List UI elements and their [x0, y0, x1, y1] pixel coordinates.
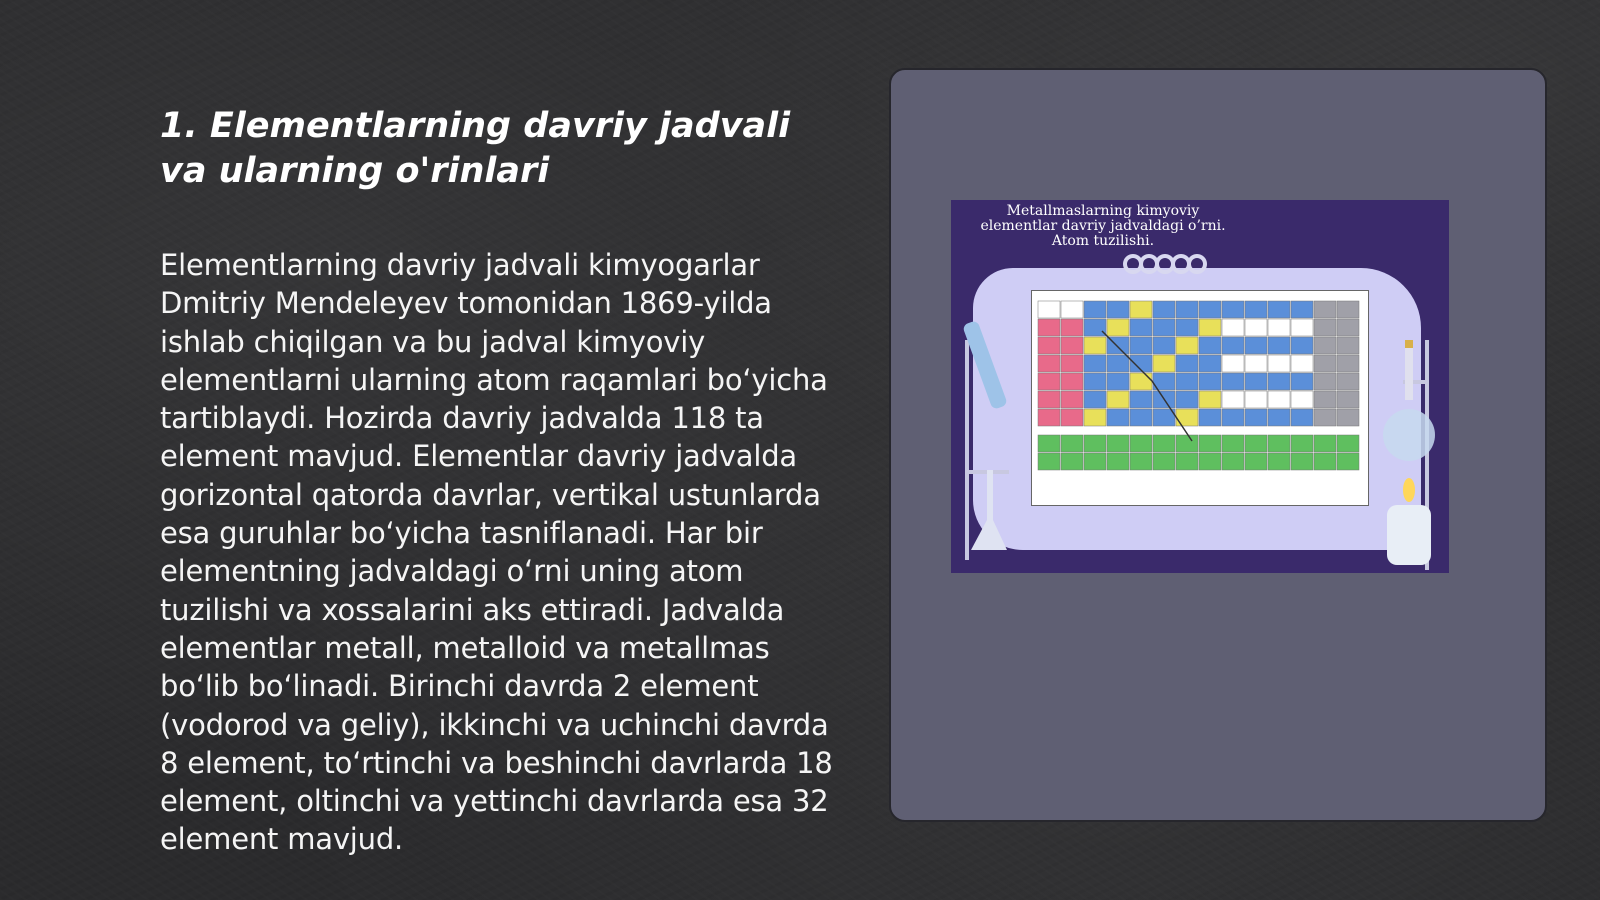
table-cell: [1084, 391, 1106, 408]
table-cell: [1130, 301, 1152, 318]
table-cell: [1199, 319, 1221, 336]
table-cell: [1130, 409, 1152, 426]
table-cell: [1061, 391, 1083, 408]
table-cell: [1107, 319, 1129, 336]
table-cell: [1061, 373, 1083, 390]
table-cell: [1038, 337, 1060, 354]
table-cell: [1222, 453, 1244, 470]
table-cell: [1291, 355, 1313, 372]
table-cell: [1245, 435, 1267, 452]
table-cell: [1130, 435, 1152, 452]
table-cell: [1038, 373, 1060, 390]
table-cell: [1061, 409, 1083, 426]
coil-tube-icon: [1123, 254, 1203, 278]
table-cell: [1268, 391, 1290, 408]
table-cell: [1245, 453, 1267, 470]
figure-caption: [953, 204, 1253, 249]
table-cell: [1245, 301, 1267, 318]
table-cell: [1291, 391, 1313, 408]
table-cell: [1084, 355, 1106, 372]
table-cell: [1107, 355, 1129, 372]
table-cell: [1222, 409, 1244, 426]
table-cell: [1038, 391, 1060, 408]
table-cell: [1153, 301, 1175, 318]
table-cell: [1291, 409, 1313, 426]
table-cell: [1038, 409, 1060, 426]
table-cell: [1038, 319, 1060, 336]
table-cell: [1176, 391, 1198, 408]
table-cell: [1084, 301, 1106, 318]
table-cell: [1314, 355, 1336, 372]
table-cell: [1268, 453, 1290, 470]
table-cell: [1176, 355, 1198, 372]
table-cell: [1176, 337, 1198, 354]
table-cell: [1038, 355, 1060, 372]
table-cell: [1222, 301, 1244, 318]
table-cell: [1038, 301, 1060, 318]
table-cell: [1153, 337, 1175, 354]
slide-title: 1. Elementlarning davriy jadvali va ularning o'rinlari: [160, 106, 791, 191]
table-cell: [1199, 355, 1221, 372]
table-cell: [1199, 435, 1221, 452]
table-cell: [1130, 319, 1152, 336]
table-cell: [1061, 337, 1083, 354]
table-cell: [1268, 301, 1290, 318]
table-cell: [1268, 355, 1290, 372]
table-cell: [1107, 435, 1129, 452]
table-cell: [1084, 373, 1106, 390]
table-cell: [1084, 337, 1106, 354]
table-cell: [1268, 319, 1290, 336]
table-cell: [1337, 337, 1359, 354]
table-cell: [1084, 409, 1106, 426]
table-cell: [1245, 373, 1267, 390]
table-cell: [1107, 453, 1129, 470]
table-cell: [1314, 391, 1336, 408]
table-cell: [1199, 409, 1221, 426]
table-cell: [1245, 409, 1267, 426]
table-cell: [1176, 435, 1198, 452]
table-cell: [1268, 409, 1290, 426]
table-cell: [1245, 355, 1267, 372]
table-cell: [1314, 301, 1336, 318]
table-cell: [1222, 319, 1244, 336]
table-cell: [1153, 435, 1175, 452]
table-cell: [1291, 453, 1313, 470]
table-cell: [1153, 453, 1175, 470]
table-cell: [1291, 435, 1313, 452]
table-cell: [1268, 435, 1290, 452]
table-cell: [1153, 319, 1175, 336]
periodic-table-illustration: [951, 200, 1449, 573]
table-cell: [1107, 373, 1129, 390]
table-cell: [1084, 435, 1106, 452]
figure-caption-line: Atom tuzilishi.: [1051, 233, 1155, 249]
periodic-table-graphic: [1031, 290, 1369, 506]
table-cell: [1222, 355, 1244, 372]
table-cell: [1107, 301, 1129, 318]
table-cell: [1337, 301, 1359, 318]
table-cell: [1130, 373, 1152, 390]
table-cell: [1153, 355, 1175, 372]
table-cell: [1222, 373, 1244, 390]
table-cell: [1245, 391, 1267, 408]
table-cell: [1061, 435, 1083, 452]
flask-burner-icon: [1373, 340, 1443, 570]
table-cell: [1245, 319, 1267, 336]
table-cell: [1337, 391, 1359, 408]
table-cell: [1199, 373, 1221, 390]
table-cell: [1337, 355, 1359, 372]
figure-caption-line: elementlar davriy jadvaldagi o’rni.: [980, 218, 1226, 234]
table-cell: [1337, 319, 1359, 336]
table-cell: [1176, 319, 1198, 336]
table-cell: [1245, 337, 1267, 354]
table-cell: [1038, 435, 1060, 452]
table-cell: [1268, 337, 1290, 354]
table-cell: [1061, 453, 1083, 470]
table-cell: [1291, 373, 1313, 390]
table-cell: [1291, 337, 1313, 354]
table-cell: [1176, 373, 1198, 390]
table-cell: [1291, 301, 1313, 318]
table-cell: [1314, 319, 1336, 336]
table-cell: [1222, 391, 1244, 408]
table-cell: [1084, 453, 1106, 470]
table-cell: [1038, 453, 1060, 470]
table-cell: [1199, 391, 1221, 408]
table-cell: [1107, 391, 1129, 408]
slide-body-text: Elementlarning davriy jadvali kimyogarlar Dmitriy Mendeleyev tomonidan 1869-yilda ishlab chiqilgan va bu jadval kimyoviy elementlarni ularning atom raqamlari bo‘yicha tartiblaydi. Hozirda davriy jadvalda 118 ta element mavjud. Elementlar davriy jadvalda gorizontal qatorda davrlar, vertikal ustunlarda esa guruhlar bo‘yicha tasniflanadi. Har bir elementning jadvaldagi o‘rni uning atom tuzilishi va xossalarini aks ettiradi. Jadvalda elementlar metall, metalloid va metallmas bo‘lib bo‘linadi. Birinchi davrda 2 element (vodorod va geliy), ikkinchi va uchinchi davrda 8 element, to‘rtinchi va beshinchi davrlarda 18 element, oltinchi va yettinchi davrlarda esa 32 element mavjud.: [160, 248, 833, 857]
table-cell: [1130, 453, 1152, 470]
table-cell: [1176, 301, 1198, 318]
table-cell: [1107, 409, 1129, 426]
table-cell: [1222, 435, 1244, 452]
table-cell: [1176, 409, 1198, 426]
table-cell: [1061, 319, 1083, 336]
table-cell: [1337, 409, 1359, 426]
table-cell: [1314, 409, 1336, 426]
table-cell: [1130, 337, 1152, 354]
table-cell: [1291, 319, 1313, 336]
table-cell: [1084, 319, 1106, 336]
table-cell: [1314, 373, 1336, 390]
table-cell: [1268, 373, 1290, 390]
table-cell: [1061, 301, 1083, 318]
table-cell: [1061, 355, 1083, 372]
test-tube-stand-icon: [957, 320, 1017, 560]
table-cell: [1199, 337, 1221, 354]
table-cell: [1337, 453, 1359, 470]
table-cell: [1314, 337, 1336, 354]
table-cell: [1337, 435, 1359, 452]
table-cell: [1130, 391, 1152, 408]
table-cell: [1199, 301, 1221, 318]
table-cell: [1314, 453, 1336, 470]
table-cell: [1176, 453, 1198, 470]
table-cell: [1199, 453, 1221, 470]
table-cell: [1337, 373, 1359, 390]
table-cell: [1314, 435, 1336, 452]
figure-caption-line: Metallmaslarning kimyoviy: [1006, 203, 1200, 219]
table-cell: [1222, 337, 1244, 354]
